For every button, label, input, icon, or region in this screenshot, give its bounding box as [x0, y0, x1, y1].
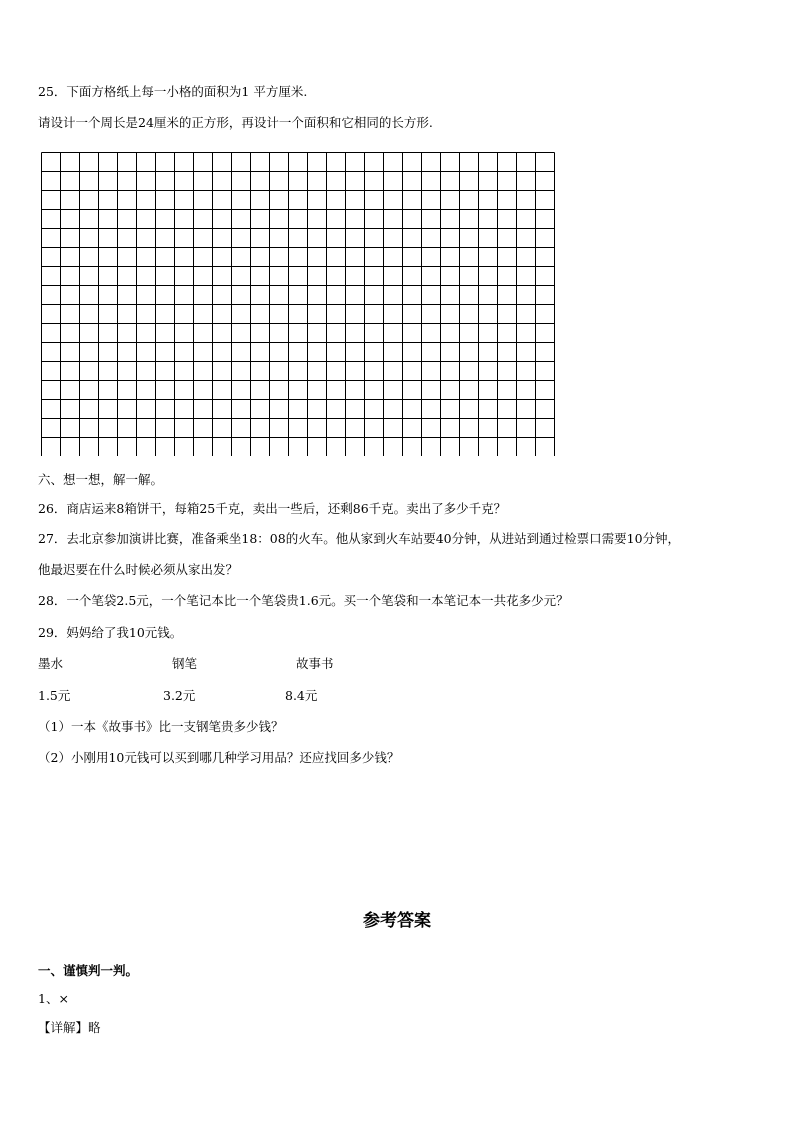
square-grid-paper [41, 152, 555, 456]
q29-sub1: （1）一本《故事书》比一支钢笔贵多少钱？ [38, 719, 284, 734]
q27-line1: 27．去北京参加演讲比赛，准备乘坐18：08的火车。他从家到火车站要40分钟，从进站到通过检票口需要10分钟， [38, 531, 681, 546]
q26: 26．商店运来8箱饼干，每箱25千克，卖出一些后，还剩86千克。卖出了多少千克？ [38, 501, 507, 516]
q28: 28．一个笔袋2.5元，一个笔记本比一个笔袋贵1.6元。买一个笔袋和一本笔记本一共花多少元？ [38, 593, 569, 608]
answer-key-title: 参考答案 [363, 911, 431, 931]
q25-line2: 请设计一个周长是24厘米的正方形，再设计一个面积和它相同的长方形. [38, 115, 433, 130]
q25-line1: 25．下面方格纸上每一小格的面积为1 平方厘米. [38, 84, 308, 99]
item-price-pen: 3.2元 [163, 688, 196, 703]
item-price-storybook: 8.4元 [285, 688, 318, 703]
item-name-storybook: 故事书 [296, 656, 334, 671]
item-price-ink: 1.5元 [38, 688, 71, 703]
q29-sub2: （2）小刚用10元钱可以买到哪几种学习用品？还应找回多少钱？ [38, 750, 400, 765]
answer-detail: 【详解】略 [38, 1020, 101, 1035]
q29-stem: 29．妈妈给了我10元钱。 [38, 625, 183, 640]
answer-item-1: 1、× [38, 991, 69, 1006]
q27-line2: 他最迟要在什么时候必须从家出发？ [38, 562, 239, 577]
item-name-pen: 钢笔 [172, 656, 198, 671]
item-name-ink: 墨水 [38, 656, 64, 671]
answer-section-1-heading: 一、谨慎判一判。 [38, 963, 139, 978]
section-6-heading: 六、想一想，解一解。 [38, 472, 164, 487]
